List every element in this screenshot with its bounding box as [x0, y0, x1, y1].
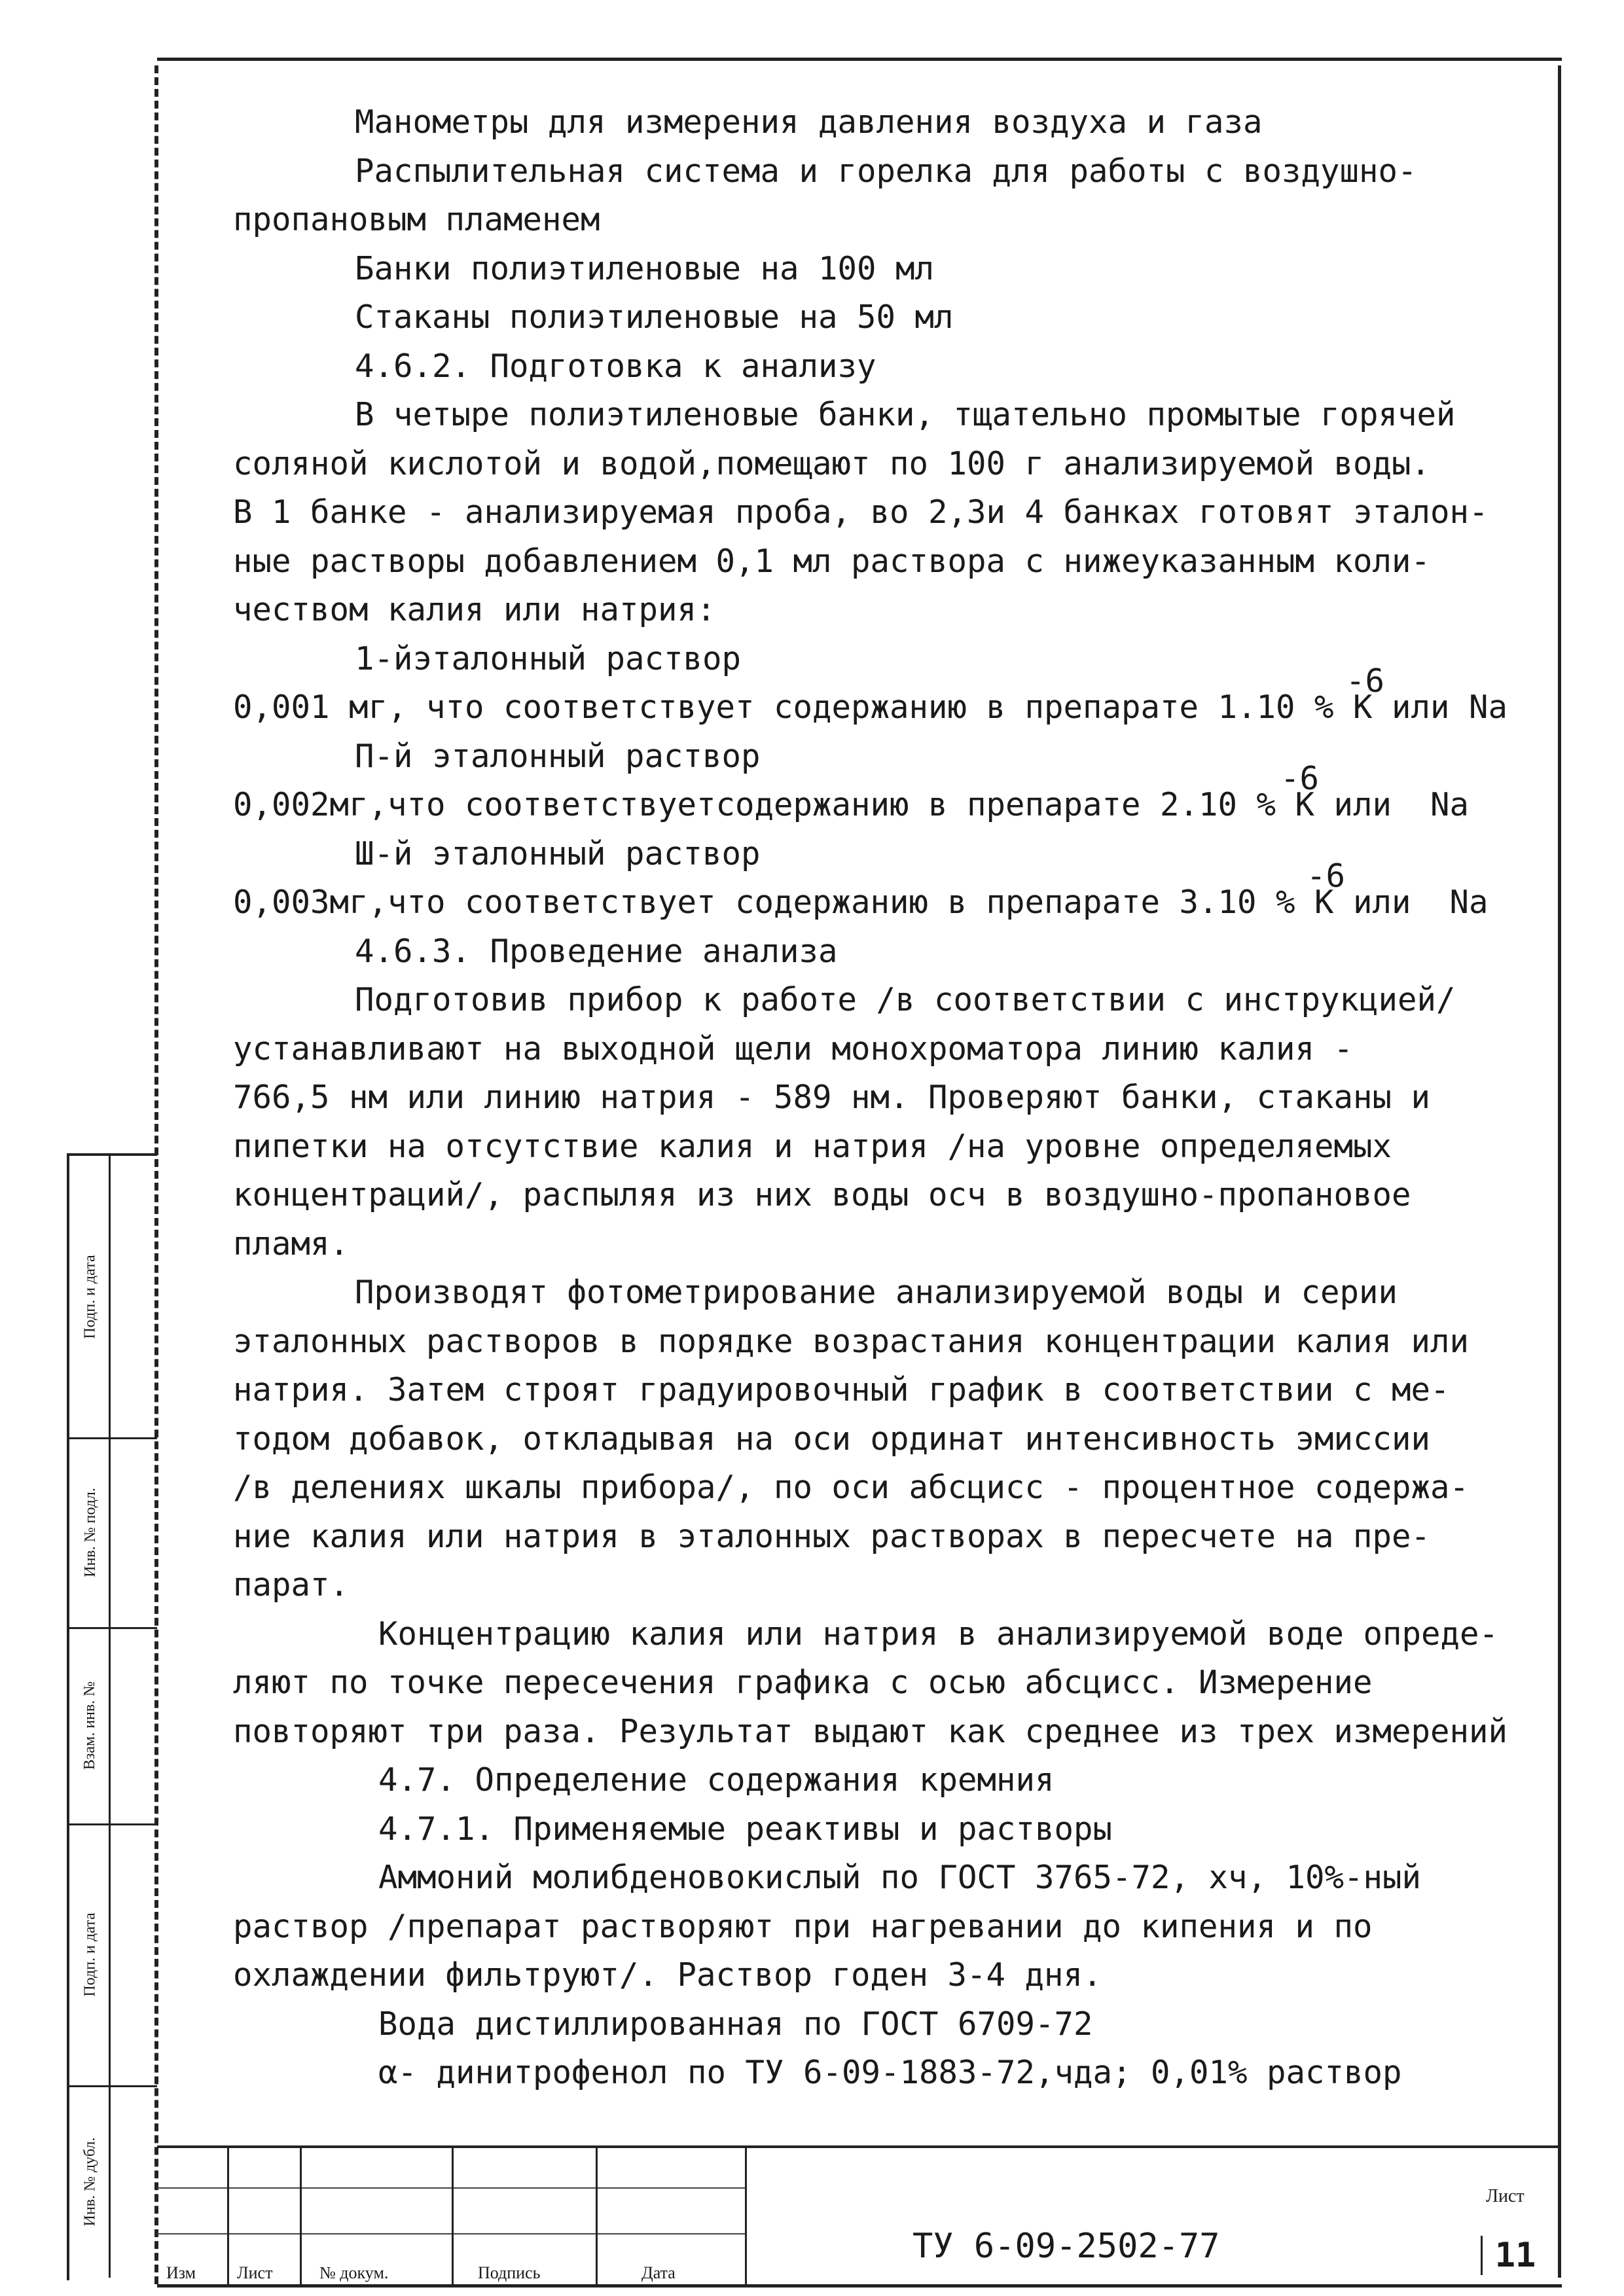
text-line — [233, 293, 1542, 342]
line-text: П-й эталонный раствор — [355, 737, 761, 775]
text-line — [233, 1659, 1542, 1708]
exponent: -6 — [1307, 857, 1346, 895]
margin-label-inv-orig: Инв. № подл. — [81, 1487, 99, 1577]
text-line — [233, 732, 1542, 781]
sheet-box — [1481, 2177, 1546, 2275]
text-line — [233, 857, 1542, 927]
line-text: парат. — [233, 1566, 350, 1604]
text-line — [233, 1805, 1542, 1854]
line-text: /в делениях шкалы прибора/, по оси абсцисс - процентное содержа- — [233, 1469, 1470, 1506]
margin-label-sign-date-2: Подп. и дата — [81, 1912, 99, 1997]
margin-label-replace-inv: Взам. инв. № — [81, 1681, 99, 1770]
text-line — [233, 2000, 1542, 2049]
text-line — [233, 488, 1542, 537]
line-text: Аммоний молибденовокислый по ГОСТ 3765-72, хч, 10%-ный — [378, 1859, 1422, 1896]
line-text: чеством калия или натрия: — [233, 591, 716, 628]
exponent: -6 — [1280, 760, 1320, 797]
line-text: соляной кислотой и водой,помещают по 100 г анализируемой воды. — [233, 444, 1431, 482]
line-text: Банки полиэтиленовые на 100 мл — [355, 249, 935, 287]
line-text: пропановым пламенем — [233, 201, 600, 238]
line-text: пипетки на отсутствие калия и натрия /на уровне определяемых — [233, 1127, 1392, 1165]
text-line — [233, 440, 1542, 489]
exponent: -6 — [1346, 662, 1385, 700]
text-line — [233, 1903, 1542, 1952]
text-line — [233, 1610, 1542, 1659]
line-text: 0,001 мг, что соответствует содержанию в препарате 1.10 % К или Na — [233, 689, 1508, 726]
line-text: Манометры для измерения давления воздуха и газа — [355, 103, 1263, 141]
text-line — [233, 1025, 1542, 1074]
text-line — [233, 1268, 1542, 1318]
line-text: пламя. — [233, 1225, 350, 1263]
text-line — [233, 1073, 1542, 1122]
line-text: 4.6.2. Подготовка к анализу — [355, 347, 876, 385]
line-text: В четыре полиэтиленовые банки, тщательно промытые горячей — [355, 396, 1456, 433]
line-text: α- динитрофенол по ТУ 6-09-1883-72,чда; 0,01% раствор — [378, 2054, 1402, 2091]
text-line — [233, 391, 1542, 440]
text-line — [233, 760, 1542, 830]
text-line — [233, 98, 1542, 147]
margin-label-inv-dup: Инв. № дубл. — [81, 2137, 99, 2226]
text-line — [233, 1513, 1542, 1562]
line-text: Производят фотометрирование анализируемой воды и серии — [355, 1274, 1398, 1311]
margin-label-sign-date: Подп. и дата — [81, 1254, 99, 1339]
line-text: Распылительная система и горелка для работы с воздушно- — [355, 152, 1417, 190]
text-line — [233, 927, 1542, 977]
line-text: тодом добавок, откладывая на оси ординат интенсивность эмиссии — [233, 1420, 1431, 1458]
line-text: Стаканы полиэтиленовые на 50 мл — [355, 298, 954, 336]
text-line — [233, 537, 1542, 586]
line-text: 0,002мг,что соответствуетсодержанию в препарате 2.10 % К или Na — [233, 786, 1470, 823]
text-line — [233, 147, 1542, 196]
document-code: ТУ 6-09-2502-77 — [912, 2227, 1220, 2266]
frame-right-border — [1558, 65, 1561, 2278]
text-line — [233, 1756, 1542, 1805]
text-line — [233, 662, 1542, 732]
text-line — [233, 1171, 1542, 1220]
text-line — [233, 342, 1542, 391]
stamp-col-doc-number: № докум. — [319, 2263, 389, 2282]
line-text: концентраций/, распыляя из них воды осч в воздушно-пропановое — [233, 1176, 1411, 1213]
text-line — [233, 1220, 1542, 1269]
text-line — [233, 976, 1542, 1025]
text-line — [233, 245, 1542, 294]
text-line — [233, 586, 1542, 635]
left-margin-stamp — [67, 1153, 157, 2280]
line-text: Подготовив прибор к работе /в соответствии с инструкцией/ — [355, 981, 1456, 1018]
line-text: 4.6.3. Проведение анализа — [355, 932, 838, 970]
line-text: В 1 банке - анализируемая проба, во 2,3и 4 банках готовят эталон- — [233, 493, 1489, 531]
text-line — [233, 830, 1542, 879]
frame-top-border — [157, 58, 1562, 61]
stamp-col-signature: Подпись — [478, 2263, 541, 2282]
line-text: Вода дистиллированная по ГОСТ 6709-72 — [378, 2005, 1093, 2043]
document-body — [233, 98, 1542, 2098]
line-text: устанавливают на выходной щели монохроматора линию калия - — [233, 1030, 1354, 1067]
text-line — [233, 1708, 1542, 1757]
title-block-stamp — [157, 2145, 1558, 2287]
stamp-col-sheet: Лист — [237, 2263, 273, 2282]
sheet-number: 11 — [1481, 2236, 1548, 2275]
text-line — [233, 1951, 1542, 2000]
line-text: 766,5 нм или линию натрия - 589 нм. Проверяют банки, стаканы и — [233, 1079, 1431, 1116]
sheet-label: Лист — [1486, 2186, 1525, 2206]
line-text: раствор /препарат растворяют при нагревании до кипения и по — [233, 1907, 1373, 1945]
text-line — [233, 1318, 1542, 1367]
line-text: ные растворы добавлением 0,1 мл раствора с нижеуказанным коли- — [233, 542, 1431, 580]
line-text: 1-йэталонный раствор — [355, 639, 742, 677]
line-text: 4.7.1. Применяемые реактивы и растворы — [378, 1810, 1113, 1848]
line-text: эталонных растворов в порядке возрастания концентрации калия или — [233, 1322, 1470, 1360]
stamp-col-change: Изм — [166, 2263, 196, 2282]
text-line — [233, 1415, 1542, 1464]
text-line — [233, 2049, 1542, 2098]
line-text: повторяют три раза. Результат выдают как среднее из трех измерений — [233, 1712, 1508, 1750]
line-text: Концентрацию калия или натрия в анализируемой воде опреде- — [378, 1615, 1499, 1653]
text-line — [233, 1561, 1542, 1610]
line-text: натрия. Затем строят градуировочный график в соответствии с ме- — [233, 1371, 1450, 1408]
line-text: ние калия или натрия в эталонных растворах в пересчете на пре- — [233, 1517, 1431, 1555]
line-text: охлаждении фильтруют/. Раствор годен 3-4 дня. — [233, 1956, 1102, 1994]
line-text: ляют по точке пересечения графика с осью абсцисс. Измерение — [233, 1664, 1373, 1701]
text-line — [233, 1854, 1542, 1903]
line-text: 4.7. Определение содержания кремния — [378, 1761, 1055, 1799]
text-line — [233, 1463, 1542, 1513]
line-text: 0,003мг,что соответствует содержанию в препарате 3.10 % К или Na — [233, 884, 1489, 921]
line-text: Ш-й эталонный раствор — [355, 834, 761, 872]
stamp-col-date: Дата — [641, 2263, 676, 2282]
text-line — [233, 196, 1542, 245]
text-line — [233, 1366, 1542, 1415]
text-line — [233, 1122, 1542, 1172]
